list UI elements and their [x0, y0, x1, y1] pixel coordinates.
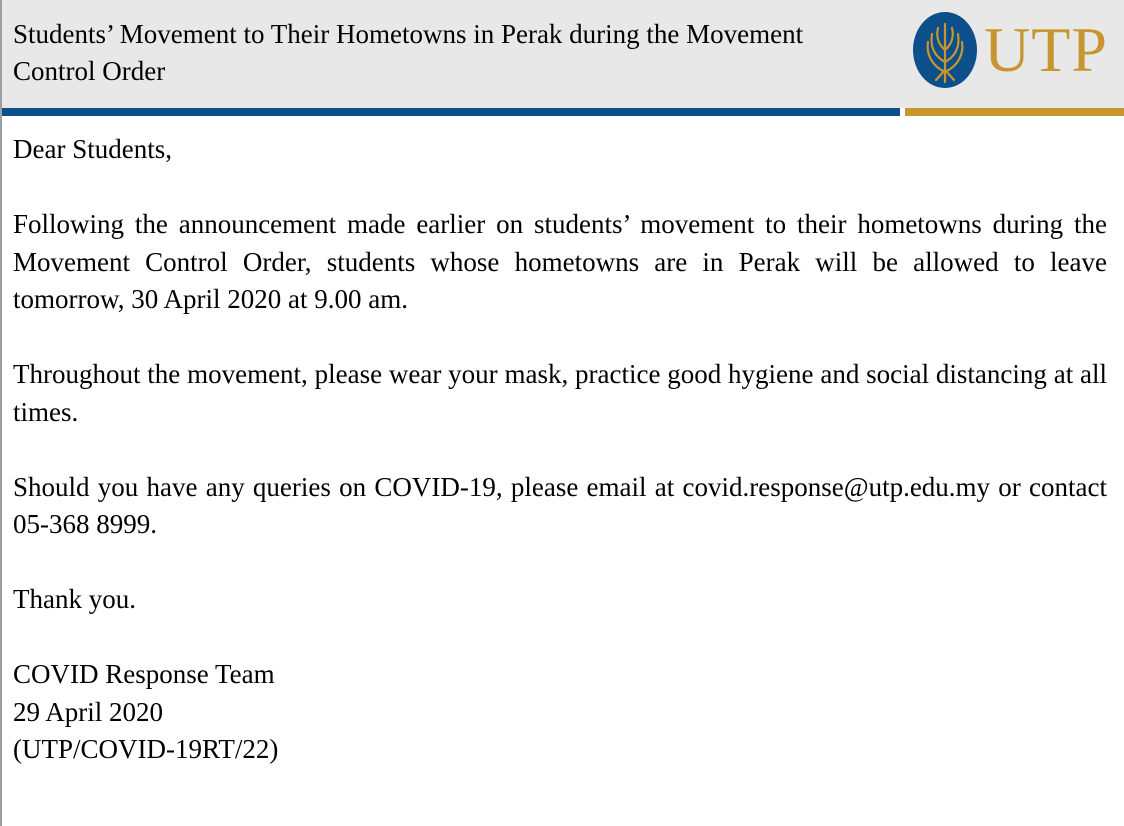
utp-logo: [912, 10, 1122, 90]
header-rule-blue: [2, 108, 900, 116]
page-title: Students’ Movement to Their Hometowns in Perak during the Movement Control Order: [13, 19, 804, 86]
letter-body: [13, 131, 1107, 769]
signature-date: 29 April 2020: [13, 696, 164, 727]
paragraph-precautions: Throughout the movement, please wear your mask, practice good hygiene and social distancing at all times.: [13, 359, 1107, 427]
header-rule-gold: [905, 108, 1124, 116]
salutation: Dear Students,: [13, 134, 172, 164]
closing: Thank you.: [13, 584, 136, 614]
header-banner: [2, 0, 1124, 108]
paragraph-announcement: Following the announcement made earlier on students’ movement to their hometowns during the Movement Control Order, students whose hometowns are in Perak will be allowed to leave tomorrow, 30 April 2020 at 9.00 am.: [13, 209, 1107, 314]
signature-team: COVID Response Team: [13, 659, 275, 689]
paragraph-contact: Should you have any queries on COVID-19, please email at covid.response@utp.edu.my or contact 05-368 8999.: [13, 471, 1107, 539]
utp-logo-text: UTP: [984, 14, 1108, 85]
signature-block: [13, 656, 1107, 769]
signature-reference: (UTP/COVID-19RT/22): [13, 734, 279, 764]
utp-emblem-icon: [912, 10, 978, 90]
